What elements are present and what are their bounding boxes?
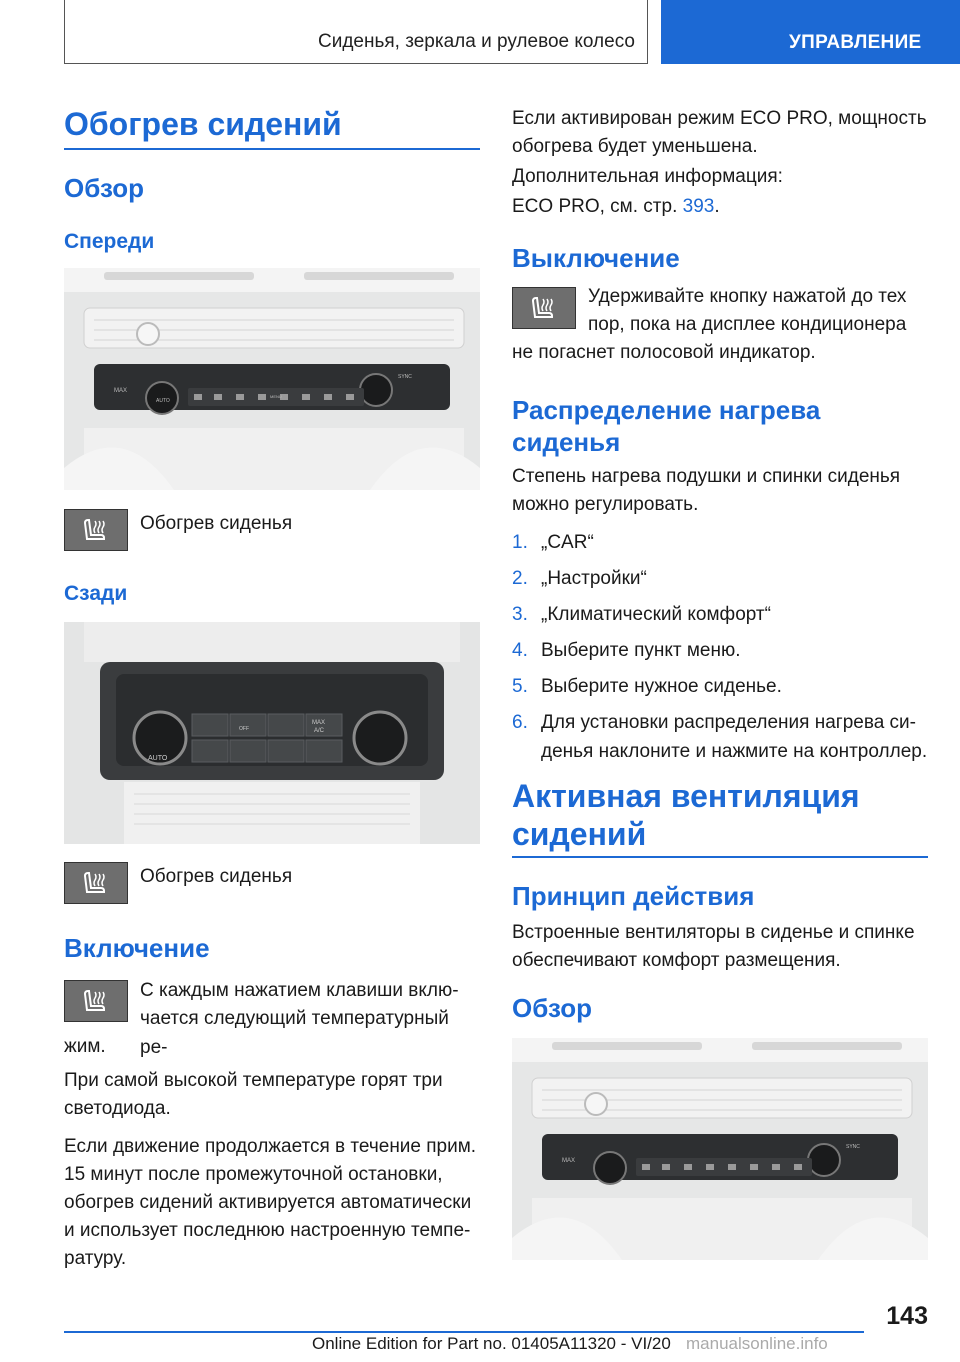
step-item: [512, 528, 928, 557]
on-para2-line1: При самой высокой температуре горят три: [64, 1070, 443, 1091]
step-text: Выберите нужное сиденье.: [541, 676, 782, 697]
off-text-line1: Удерживайте кнопку нажатой до тех: [588, 286, 907, 307]
vent-panel-label-sync: SYNC: [846, 1144, 860, 1150]
eco-text-line2: обогрева будет уменьшена.: [512, 136, 758, 157]
dist-text-line2: можно регулировать.: [512, 494, 699, 515]
vent-panel-photo: [512, 1038, 928, 1260]
step-number: 3.: [512, 604, 528, 625]
front-title: Спереди: [64, 230, 155, 253]
rear-panel-label-auto: AUTO: [148, 755, 168, 762]
more-info: Дополнительная информация:: [512, 166, 783, 187]
front-caption: Обогрев сиденья: [140, 513, 293, 534]
principle-text-line1: Встроенные вентиляторы в сиденье и спинке: [512, 922, 915, 943]
step-text: Выберите пункт меню.: [541, 640, 741, 661]
rear-caption: Обогрев сиденья: [140, 866, 293, 887]
panel-label-menu: MENU: [270, 394, 282, 399]
footer-edition: Online Edition for Part no. 01405A11320 - VI/20: [312, 1334, 671, 1353]
section-tab-label: УПРАВЛЕНИЕ: [789, 32, 922, 53]
panel-label-auto: AUTO: [156, 398, 170, 404]
rear-panel-label-max: MAX: [312, 720, 326, 726]
on-text-line2: чается следующий температурный ре-: [140, 1008, 449, 1058]
switch-off-seat-heating-icon: [512, 287, 576, 329]
on-para3-line3: обогрев сидений активируется автоматически: [64, 1192, 472, 1213]
off-text-line3: не погаснет полосовой индикатор.: [512, 342, 816, 363]
vent-climate-panel-illustration: [512, 1038, 928, 1260]
step-number: 6.: [512, 712, 528, 733]
step-text-continued: денья наклоните и нажмите на контроллер.: [541, 741, 928, 762]
step-item: [512, 636, 928, 665]
step-item: [512, 564, 928, 593]
vent-title-rule: [512, 856, 928, 858]
chapter-header: [64, 0, 648, 64]
on-para3-line5: ратуру.: [64, 1248, 127, 1269]
off-title: Выключение: [512, 243, 680, 273]
dist-title-line2: сиденья: [512, 427, 621, 457]
overview-title: Обзор: [64, 173, 144, 203]
section-tab: [661, 0, 960, 64]
rear-title: Сзади: [64, 582, 128, 605]
on-text-line1: С каждым нажатием клавиши вклю-: [140, 980, 459, 1001]
step-number: 4.: [512, 640, 528, 661]
eco-ref: [512, 192, 720, 221]
on-text-line3: жим.: [64, 1036, 106, 1057]
steps-list: [512, 528, 928, 773]
step-text: „Настройки“: [541, 568, 647, 589]
page-number: 143: [886, 1302, 928, 1330]
on-para3-line4: и использует последнюю настроенную темпе-: [64, 1220, 471, 1241]
front-panel-photo: [64, 268, 480, 490]
panel-label-max: MAX: [114, 388, 128, 394]
eco-text-line1: Если активирован режим ECO PRO, мощность: [512, 108, 927, 129]
step-text: Для установки распределения нагрева си-: [541, 712, 916, 733]
rear-seat-heating-icon: [64, 862, 128, 904]
principle-title: Принцип действия: [512, 881, 755, 911]
on-para3-line1: Если движение продолжается в течение прим.: [64, 1136, 477, 1157]
on-para3-line2: 15 минут после промежуточной остановки,: [64, 1164, 443, 1185]
vent-title-line1: Активная вентиляция: [512, 778, 860, 814]
front-climate-panel-illustration: [64, 268, 480, 490]
eco-ref-prefix: ECO PRO, см. стр.: [512, 196, 683, 217]
step-text: „CAR“: [541, 532, 594, 553]
seat-heating-icon: [64, 509, 128, 551]
chapter-title: Сиденья, зеркала и рулевое колесо: [318, 31, 635, 52]
vent-overview-title: Обзор: [512, 993, 592, 1023]
vent-title-line2: сидений: [512, 816, 647, 852]
switch-on-seat-heating-icon: [64, 980, 128, 1022]
rear-panel-label-off: OFF: [239, 726, 249, 732]
step-number: 5.: [512, 676, 528, 697]
principle-text-line2: обеспечивают комфорт размещения.: [512, 950, 841, 971]
on-para2-line2: светодиода.: [64, 1098, 171, 1119]
step-number: 2.: [512, 568, 528, 589]
panel-label-sync: SYNC: [398, 374, 412, 380]
eco-ref-page-link[interactable]: 393: [682, 196, 715, 217]
step-item: [512, 672, 928, 701]
rear-panel-label-ac: A/C: [314, 728, 325, 734]
dist-title-line1: Распределение нагрева: [512, 395, 821, 425]
rear-climate-panel-illustration: [64, 622, 480, 844]
footer-rule: [64, 1331, 864, 1333]
dist-text-line1: Степень нагрева подушки и спинки сиденья: [512, 466, 901, 487]
step-item: [512, 600, 928, 629]
footer-watermark: manualsonline.info: [686, 1334, 828, 1353]
title-rule: [64, 148, 480, 150]
vent-panel-label-max: MAX: [562, 1158, 576, 1164]
step-item: [512, 708, 928, 766]
off-text-line2: пор, пока на дисплее кондиционера: [588, 314, 907, 335]
on-title: Включение: [64, 933, 210, 963]
main-title: Обогрев сидений: [64, 106, 342, 142]
step-text: „Климатический комфорт“: [541, 604, 771, 625]
eco-ref-suffix: .: [714, 196, 720, 217]
rear-panel-photo: [64, 622, 480, 844]
step-number: 1.: [512, 532, 528, 553]
